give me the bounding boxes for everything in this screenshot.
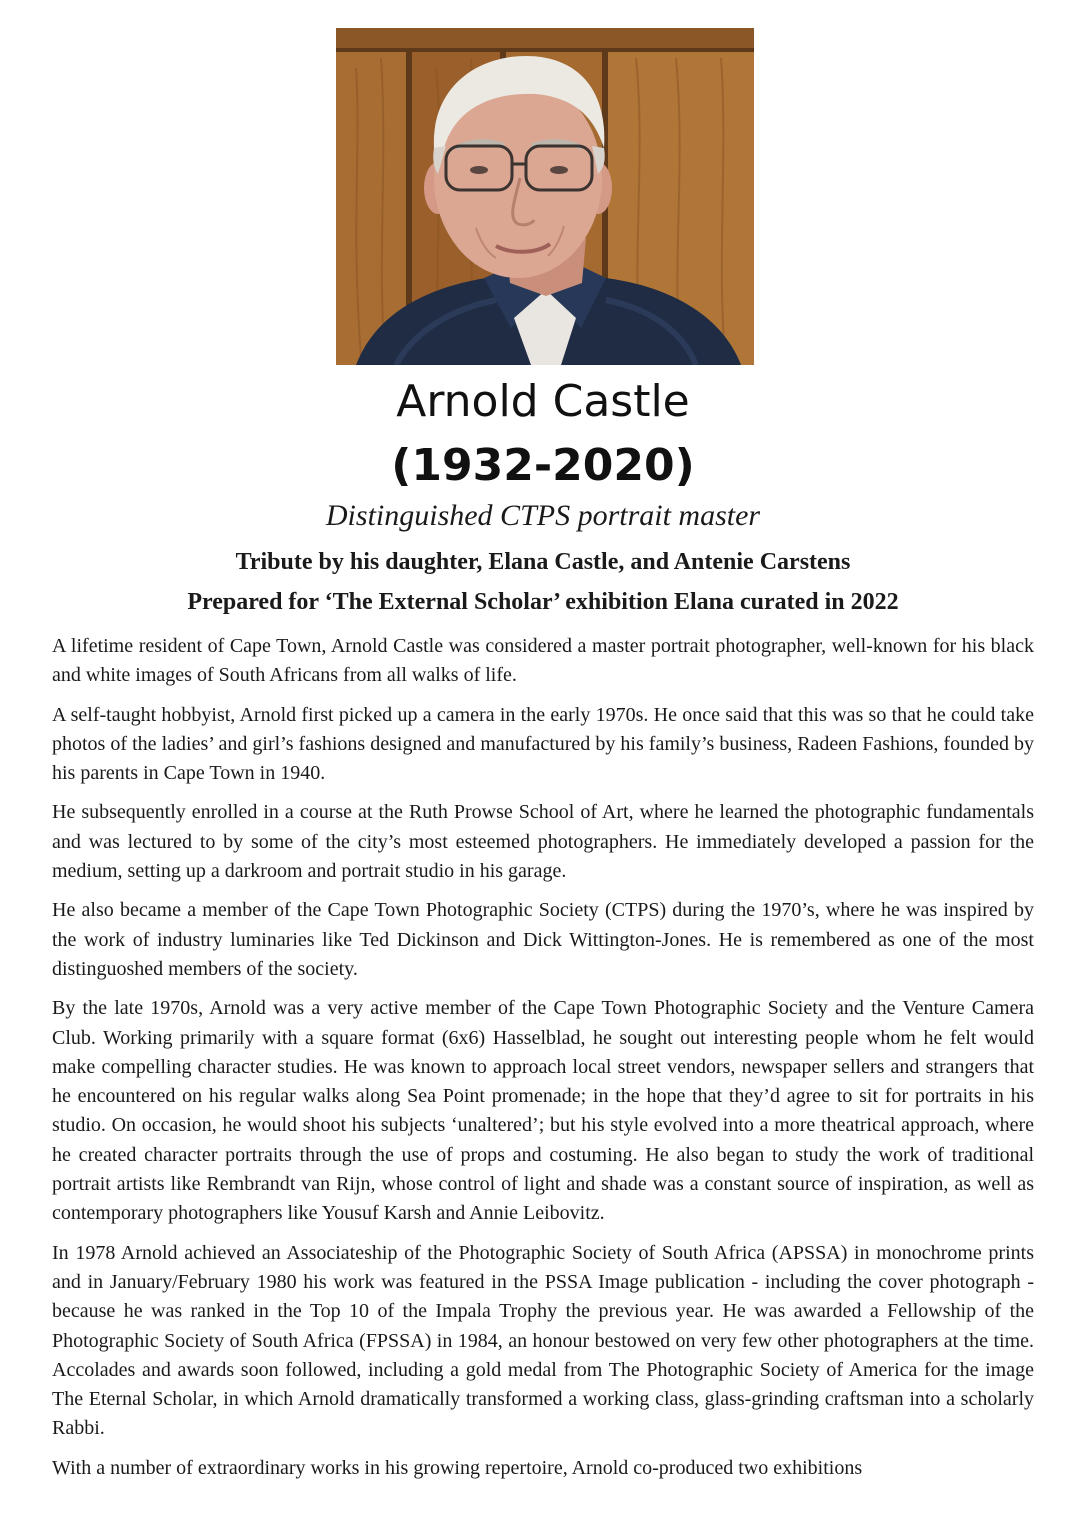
paragraph-5: By the late 1970s, Arnold was a very active member of the Cape Town Photographic Society and the Venture Camera Club. Working primarily with a square format (6x6) Hasselblad, he sought out interesting people whom he felt would make compelling character studies. He was known to approach local street vendors, newspaper sellers and strangers that he encountered on his regular walks along Sea Point promenade; in the hope that they’d agree to sit for portraits in his studio. On occasion, he would shoot his subjects ‘unaltered’; but his style evolved into a more theatrical approach, where he created character portraits through the use of props and costuming. He also began to study the work of traditional portrait artists like Rembrandt van Rijn, whose control of light and shade was a constant source of inspiration, as well as contemporary photographers like Yousuf Karsh and Annie Leibovitz.: [52, 997, 1034, 1225]
paragraph-1: A lifetime resident of Cape Town, Arnold Castle was considered a master portrait photographer, well-known for his black and white images of South Africans from all walks of life.: [52, 635, 1034, 687]
prepared-line: Prepared for ‘The External Scholar’ exhibition Elana curated in 2022: [187, 589, 899, 615]
paragraph-6: In 1978 Arnold achieved an Associateship of the Photographic Society of South Africa (APSSA) in monochrome prints and in January/February 1980 his work was featured in the PSSA Image publication - including the cover photograph - because he was ranked in the Top 10 of the Impala Trophy the previous year. He was awarded a Fellowship of the Photographic Society of South Africa (FPSSA) in 1984, an honour bestowed on very few other photographers at the time. Accolades and awards soon followed, including a gold medal from The Photographic Society of America for the image The Eternal Scholar, in which Arnold dramatically transformed a working class, glass-grinding craftsman into a scholarly Rabbi.: [52, 1241, 1034, 1440]
article-body: [52, 632, 1034, 1493]
paragraph-2: A self-taught hobbyist, Arnold first picked up a camera in the early 1970s. He once said that this was so that he could take photos of the ladies’ and girl’s fashions designed and manufactured by his family’s business, Radeen Fashions, founded by his parents in Cape Town in 1940.: [52, 703, 1034, 785]
portrait-photo: [336, 28, 754, 365]
person-name: Arnold Castle: [396, 376, 690, 427]
portrait-illustration: [336, 28, 754, 365]
subtitle: Distinguished CTPS portrait master: [325, 499, 761, 532]
paragraph-4: He also became a member of the Cape Town Photographic Society (CTPS) during the 1970’s, where he was inspired by the work of industry luminaries like Ted Dickinson and Dick Wittington-Jones. He is remembered as one of the most distinguoshed members of the society.: [52, 899, 1034, 980]
paragraph-7: With a number of extraordinary works in his growing repertoire, Arnold co-produced two exhibitions: [52, 1456, 863, 1479]
paragraph-3: He subsequently enrolled in a course at the Ruth Prowse School of Art, where he learned the photographic fundamentals and was lectured to by some of the city’s most esteemed photographers. He immediately developed a passion for the medium, setting up a darkroom and portrait studio in his garage.: [52, 801, 1034, 883]
life-dates: (1932-2020): [391, 440, 695, 491]
tribute-line: Tribute by his daughter, Elana Castle, and Antenie Carstens: [235, 549, 851, 575]
